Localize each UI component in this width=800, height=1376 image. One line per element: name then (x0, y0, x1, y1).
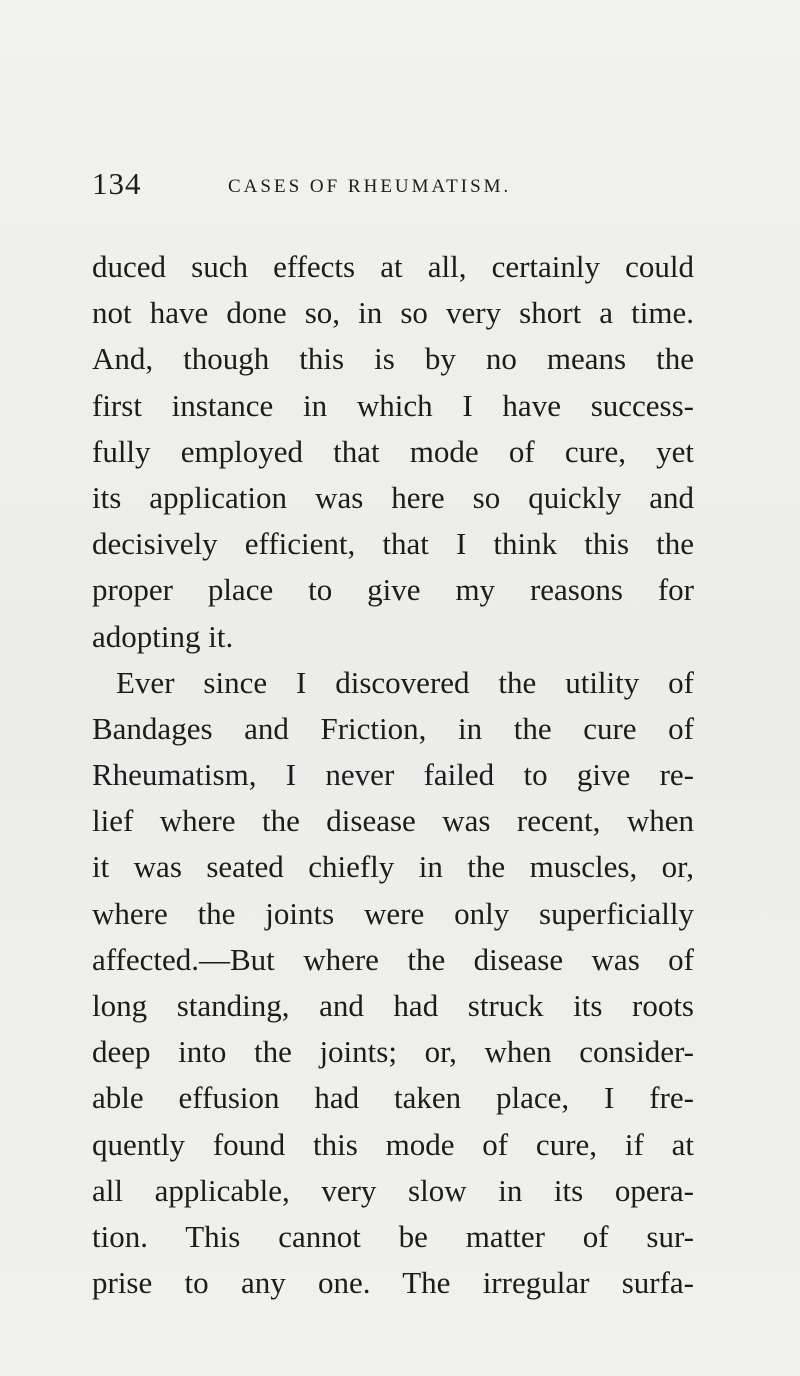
text-line: decisively efficient, that I think this the (92, 526, 694, 562)
text-line: adopting it. (92, 618, 234, 654)
text-line: proper place to give my reasons for (92, 572, 694, 608)
running-head (88, 166, 708, 210)
text-line: Bandages and Friction, in the cure of (92, 710, 694, 746)
text-line: not have done so, in so very short a time. (92, 295, 694, 331)
body-text (92, 244, 694, 1306)
text-line: it was seated chiefly in the muscles, or, (92, 849, 694, 885)
text-line: Ever since I discovered the utility of (116, 664, 694, 700)
text-line: Rheumatism, I never failed to give re- (92, 757, 694, 793)
text-line: able effusion had taken place, I fre- (92, 1080, 694, 1116)
text-line: affected.—But where the disease was of (92, 941, 694, 977)
text-line: where the joints were only superficially (92, 895, 694, 931)
text-line: duced such effects at all, certainly could (92, 249, 694, 284)
text-line: tion. This cannot be matter of sur- (92, 1218, 694, 1254)
paragraph (92, 660, 694, 1307)
text-line: deep into the joints; or, when consider- (92, 1034, 694, 1070)
text-line: lief where the disease was recent, when (92, 803, 694, 839)
text-line: And, though this is by no means the (92, 341, 694, 377)
text-line: first instance in which I have success- (92, 387, 694, 423)
text-line: fully employed that mode of cure, yet (92, 433, 694, 469)
paragraph (92, 244, 694, 660)
text-line: quently found this mode of cure, if at (92, 1126, 694, 1162)
text-line: its application was here so quickly and (92, 479, 694, 515)
text-line: prise to any one. The irregular surfa- (92, 1265, 694, 1301)
text-line: long standing, and had struck its roots (92, 988, 694, 1023)
running-title: CASES OF RHEUMATISM. (228, 176, 512, 197)
text-line: all applicable, very slow in its opera- (92, 1172, 694, 1208)
page-number: 134 (92, 166, 142, 201)
